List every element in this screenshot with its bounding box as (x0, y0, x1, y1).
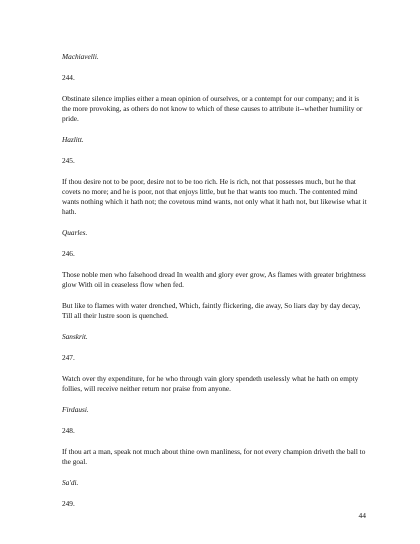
quote-author: Machiavelli. (62, 52, 99, 61)
quote-text: But like to flames with water drenched, Which, faintly flickering, die away, So liars day by day decay, Till all their lustre soon is quenched. (62, 301, 361, 320)
quote-text: Those noble men who falsehood dread In wealth and glory ever grow, As flames with greater brightness glow With oil in ceaseless flow when fed. (62, 270, 366, 289)
quote-number: 244. (62, 73, 75, 82)
quote-number: 249. (62, 499, 75, 508)
quote-text: Watch over thy expenditure, for he who through vain glory spendeth uselessly what he hath on empty follies, will receive neither return nor praise from anyone. (62, 374, 359, 393)
page-number: 44 (358, 511, 366, 520)
quote-number: 245. (62, 156, 75, 165)
document-page (62, 52, 368, 520)
quote-number: 247. (62, 353, 75, 362)
quote-number: 248. (62, 426, 75, 435)
quote-author: Hazlitt. (62, 135, 84, 144)
quote-author: Quarles. (62, 228, 88, 237)
quote-text: If thou desire not to be poor, desire not to be too rich. He is rich, not that possesses much, but he that covets no more; and he is poor, not that enjoys little, but he that wants too much. The contented mind wants nothing which it hath not; the covetous mind wants, not only what it hath not, but likewise what it hath. (62, 177, 367, 216)
quote-author: Sanskrit. (62, 332, 88, 341)
quote-text: If thou art a man, speak not much about thine own manliness, for not every champion driveth the ball to the goal. (62, 447, 366, 466)
quote-author: Sa'di. (62, 478, 79, 487)
quote-author: Firdausi. (62, 405, 89, 414)
quote-text: Obstinate silence implies either a mean opinion of ourselves, or a contempt for our company; and it is the more provoking, as others do not know to which of these causes to attribute it--whether humility or pride. (62, 94, 363, 123)
quote-number: 246. (62, 249, 75, 258)
